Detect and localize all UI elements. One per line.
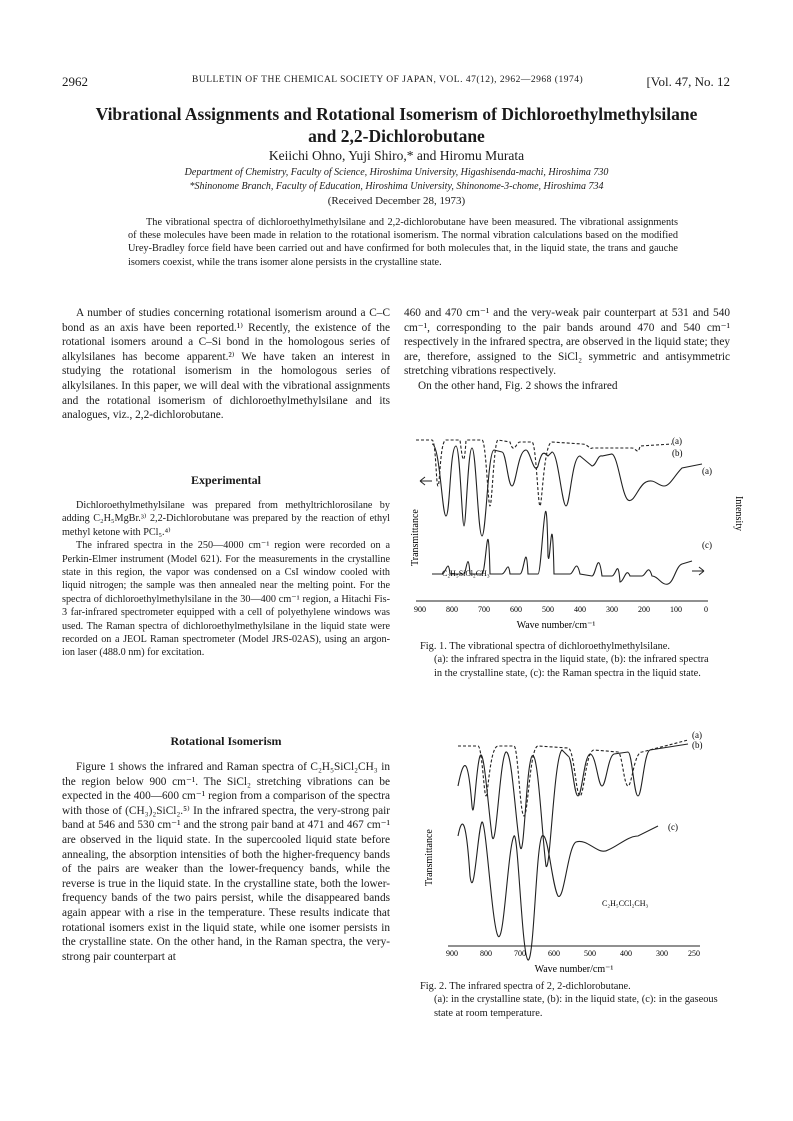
paper-title [60, 103, 733, 147]
affiliation-primary: Department of Chemistry, Faculty of Science, Hiroshima University, Higashisenda-machi, Hiroshima 730 [184, 167, 609, 178]
intro-text: A number of studies concerning rotational isomerism around a C–C bond as an axis have been reported.¹⁾ Recently, the existence of the rotational isomers around a C–Si bond in the homologous series of alkylsilanes has become apparent.²⁾ We have taken an interest in studying the rotational isomerism in the homologous series of alkylsilanes. In this paper, we will deal with the vibrational assignments and the rotational isomerism of dichloroethylmethylsilane and its analogues, viz., 2,2-dichlorobutane. [62, 307, 390, 422]
journal-citation: BULLETIN OF THE CHEMICAL SOCIETY OF JAPAN, VOL. 47(12), 2962—2968 (1974) [192, 75, 584, 85]
fig1-tick: 800 [446, 605, 458, 614]
fig2-tick: 900 [446, 949, 458, 958]
fig1-tick: 700 [478, 605, 490, 614]
figure-1-caption [420, 640, 718, 680]
experimental-paragraph-2: The infrared spectra in the 250—4000 cm⁻¹ region were recorded on a Perkin-Elmer instrument (Model 621). For the measurements in the crystalline state in this region, the vapor was condensed on a CsI window cooled with liquid nitrogen; the sample was then annealed near the melting point. For the spectra of dichloroethylmethylsilane in the 30—400 cm⁻¹ region, a Hitachi Fis-3 far-infrared spectrometer equipped with a cell of polyethylene windows was used. The Raman spectra of dichloroethylmethylsilane in the liquid state were recorded on a JEOL Raman spectrometer (Model JRS-02AS), using an argon-ion laser (488.0 nm) for excitation. [62, 540, 390, 659]
fig1-compound: C₂H₅SiCl₂CH₃ [442, 569, 490, 578]
fig1-tick: 300 [606, 605, 618, 614]
experimental-paragraph-1: Dichloroethylmethylsilane was prepared from methyltrichlorosilane by adding C₂H₅MgBr.³⁾ 2,2-Dichlorobutane was prepared by the reaction of ethyl methyl ketone with PCl₅.⁴⁾ [62, 500, 390, 538]
fig2-caption-title: Fig. 2. The infrared spectra of 2, 2-dichlorobutane. [420, 981, 631, 992]
fig1-curves [416, 440, 702, 584]
fig2-label-a: (a) [692, 730, 702, 740]
fig2-tick: 800 [480, 949, 492, 958]
fig2-tick: 700 [514, 949, 526, 958]
title-line-2: and 2,2-Dichlorobutane [308, 126, 485, 146]
fig1-label-c: (c) [702, 540, 712, 550]
fig2-tick: 300 [656, 949, 668, 958]
fig1-label-a-top: (a) [672, 436, 682, 446]
fig2-curves [458, 740, 688, 960]
right-column-text [404, 306, 730, 394]
fig1-ylabel-left: Transmittance [410, 509, 421, 566]
fig2-tick: 600 [548, 949, 560, 958]
received-date: (Received December 28, 1973) [327, 195, 466, 207]
rotational-paragraph: Figure 1 shows the infrared and Raman spectra of C₂H₅SiCl₂CH₃ in the region below 900 cm⁻¹. The SiCl₂ stretching vibrations can be expected in the 400—600 cm⁻¹ region from a comparison of the spectra with those of (CH₃)₂SiCl₂.⁵⁾ In the infrared spectra, the very-strong pair band at 546 and 530 cm⁻¹ and the strong pair band at 471 and 467 cm⁻¹ are observed in the liquid state. In the supercooled liquid state before annealing, the absorption intensities of both the higher-frequency bands of the pairs are weaker than the lower-frequency bands, while the reverse is true in the liquid state. In the crystalline state, both the lower-frequency bands of the two pairs persist, while the disappeared bands again appear with a rise in the temperature. These results indicate that rotational isomers exist in the liquid state, while one isomer persists in the crystalline state. On the other hand, in the Raman spectra, the very-strong pair counterpart at [62, 761, 390, 963]
section-rotational-isomerism: Rotational Isomerism [170, 734, 282, 748]
volume-info: [Vol. 47, No. 12 [646, 74, 730, 89]
fig1-tick: 0 [704, 605, 708, 614]
fig1-caption-items: (a): the infrared spectra in the liquid state, (b): the infrared spectra in the crystalline state, (c): the Raman spectra in the liquid state. [434, 654, 709, 679]
abstract: The vibrational spectra of dichloroethylmethylsilane and 2,2-dichlorobutane have been measured. The vibrational assignments of these molecules have been made in relation to the rotational isomerism. The normal vibration calculations based on the modified Urey-Bradley force field have been carried out and have confirmed for both molecules that, in the liquid state, the trans and gauche isomers coexist, while the trans isomer alone persists in the crystalline state. [128, 217, 678, 268]
intro-paragraph [62, 306, 390, 423]
right-paragraph-continued: 460 and 470 cm⁻¹ and the very-weak pair counterpart at 531 and 540 cm⁻¹, corresponding to the pair bands around 470 and 540 cm⁻¹ respectively in the infrared spectra, are observed in the liquid state; they are, therefore, assigned to the SiCl₂ symmetric and antisymmetric stretching vibrations respectively. [404, 307, 730, 378]
experimental-body [62, 499, 390, 660]
fig1-curve-b-dashed [416, 440, 672, 506]
fig1-ylabel-right: Intensity [733, 496, 744, 531]
fig1-curve-a-liquid [432, 444, 702, 536]
fig1-tick: 400 [574, 605, 586, 614]
fig1-tick: 600 [510, 605, 522, 614]
fig1-tick-labels [414, 605, 708, 614]
fig2-tick: 400 [620, 949, 632, 958]
figure-1-spectra [402, 426, 742, 632]
running-header [62, 74, 730, 90]
fig1-right-arrow [692, 567, 704, 575]
fig1-tick: 900 [414, 605, 426, 614]
affiliation-secondary: *Shinonome Branch, Faculty of Education, Hiroshima University, Shinonome-3-chome, Hiroshima 734 [189, 181, 604, 192]
fig2-xlabel: Wave number/cm⁻¹ [534, 964, 614, 975]
right-paragraph-next: On the other hand, Fig. 2 shows the infrared [418, 379, 618, 392]
fig2-curve-c-gas [458, 822, 658, 960]
fig2-caption-items: (a): in the crystalline state, (b): in the liquid state, (c): in the gaseous state at room temperature. [434, 994, 718, 1019]
fig1-label-a-mid: (a) [702, 466, 712, 476]
fig2-compound: C₂H₅CCl₂CH₃ [602, 899, 649, 908]
authors: Keiichi Ohno, Yuji Shiro,* and Hiromu Murata [268, 148, 525, 163]
figure-2-caption [420, 980, 720, 1020]
fig2-curve-a-crystal [458, 744, 688, 867]
fig2-tick-labels [446, 949, 700, 958]
fig2-ylabel: Transmittance [424, 829, 435, 886]
fig2-tick: 500 [584, 949, 596, 958]
figure-2-spectra [418, 726, 718, 976]
fig1-caption-title: Fig. 1. The vibrational spectra of dichloroethylmethylsilane. [420, 641, 670, 652]
fig2-label-c: (c) [668, 822, 678, 832]
page-number: 2962 [62, 74, 88, 89]
rotational-body [62, 760, 390, 964]
fig2-tick: 250 [688, 949, 700, 958]
fig1-xlabel: Wave number/cm⁻¹ [516, 620, 596, 631]
fig2-label-b: (b) [692, 740, 703, 750]
section-experimental: Experimental [191, 473, 261, 487]
fig1-label-b-top: (b) [672, 448, 683, 458]
fig1-tick: 200 [638, 605, 650, 614]
fig1-tick: 500 [542, 605, 554, 614]
fig1-left-arrow [420, 477, 432, 485]
fig1-tick: 100 [670, 605, 682, 614]
title-line-1: Vibrational Assignments and Rotational Isomerism of Dichloroethylmethylsilane [95, 104, 698, 124]
